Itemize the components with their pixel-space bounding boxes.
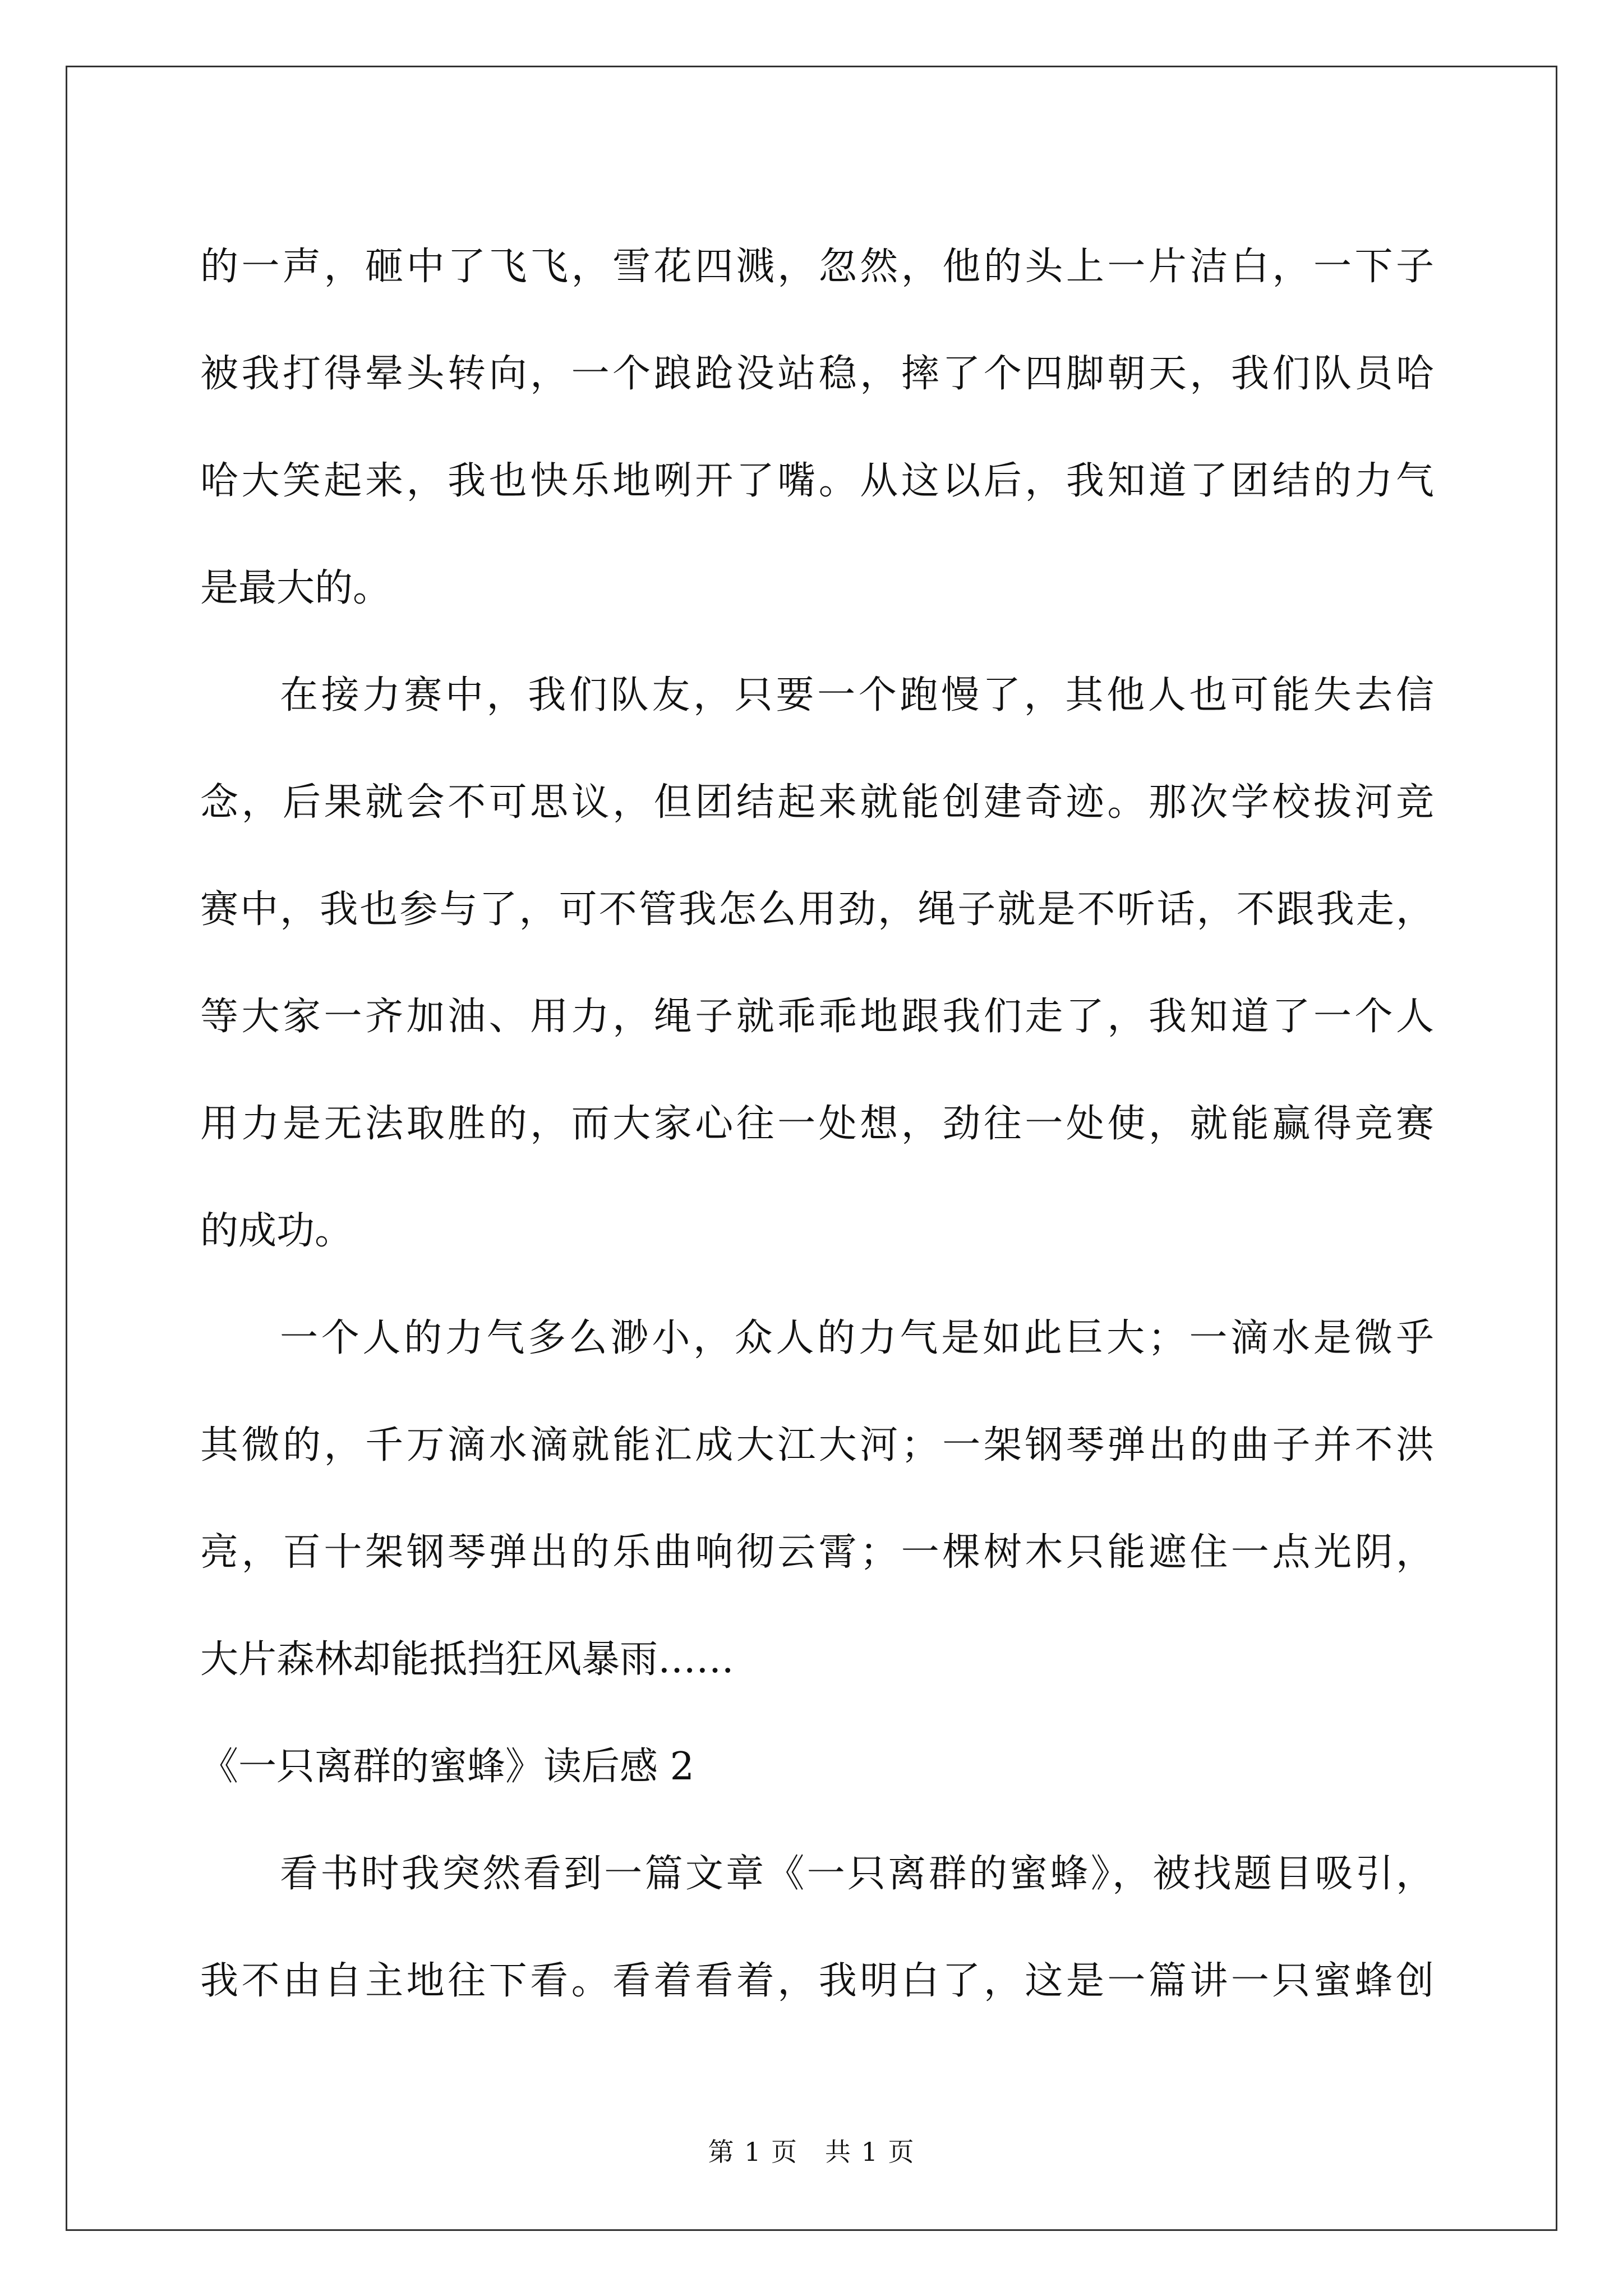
- paragraph-1: [200, 213, 1434, 642]
- text-line: 用力是无法取胜的，而大家心往一处想，劲往一处使，就能赢得竞赛: [200, 1102, 1434, 1146]
- paragraph-3: [200, 1285, 1434, 1713]
- text-line: 在接力赛中，我们队友，只要一个跑慢了，其他人也可能失去信: [280, 673, 1434, 717]
- text-line: 是最大的。: [200, 566, 391, 610]
- paragraph-4: [200, 1820, 1434, 2035]
- text-line: 赛中，我也参与了，可不管我怎么用劲，绳子就是不听话，不跟我走，: [200, 887, 1434, 932]
- text-line: 其微的，千万滴水滴就能汇成大江大河；一架钢琴弹出的曲子并不洪: [200, 1423, 1434, 1467]
- text-line: 我不由自主地往下看。看着看着，我明白了，这是一篇讲一只蜜蜂创: [200, 1959, 1434, 2003]
- text-line: 哈大笑起来，我也快乐地咧开了嘴。从这以后，我知道了团结的力气: [200, 459, 1434, 503]
- text-line: 大片森林却能抵挡狂风暴雨……: [200, 1637, 735, 1682]
- document-body: [200, 213, 1434, 2035]
- text-line: 看书时我突然看到一篇文章《一只离群的蜜蜂》，被找题目吸引，: [280, 1852, 1434, 1896]
- paragraph-2: [200, 642, 1434, 1285]
- text-line: 念，后果就会不可思议，但团结起来就能创建奇迹。那次学校拔河竞: [200, 780, 1434, 825]
- text-line: 的成功。: [200, 1209, 353, 1253]
- text-line: 等大家一齐加油、用力，绳子就乖乖地跟我们走了，我知道了一个人: [200, 995, 1434, 1039]
- text-line: 被我打得晕头转向，一个踉跄没站稳，摔了个四脚朝天，我们队员哈: [200, 352, 1434, 396]
- text-line: 一个人的力气多么渺小，众人的力气是如此巨大；一滴水是微乎: [280, 1316, 1434, 1360]
- page-number-footer: 第 1 页 共 1 页: [708, 2137, 915, 2167]
- text-line: 亮，百十架钢琴弹出的乐曲响彻云霄；一棵树木只能遮住一点光阴，: [200, 1530, 1434, 1575]
- text-line: 的一声，砸中了飞飞，雪花四溅，忽然，他的头上一片洁白，一下子: [200, 245, 1434, 289]
- section-heading: 《一只离群的蜜蜂》读后感 2: [200, 1745, 694, 1789]
